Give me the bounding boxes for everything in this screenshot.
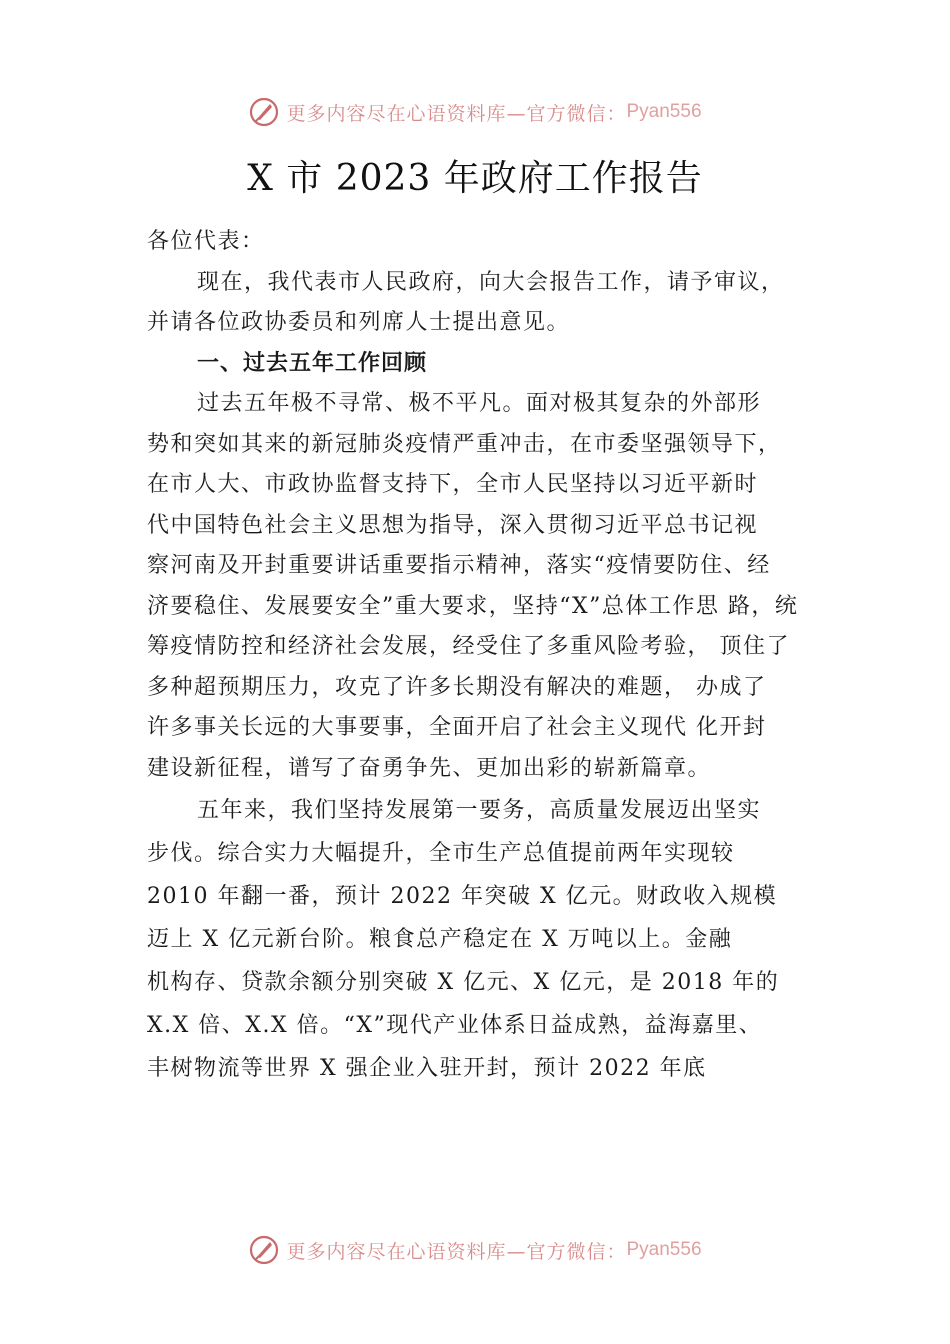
paragraph-line: 2010 年翻一番，预计 2022 年突破 X 亿元。财政收入规模: [147, 884, 778, 909]
paragraph-line: 迈上 X 亿元新台阶。粮食总产稳定在 X 万吨以上。金融: [147, 927, 733, 952]
paragraph-line: 建设新征程，谱写了奋勇争先、更加出彩的崭新篇章。: [147, 755, 712, 781]
watermark-banner-bottom: [0, 1234, 950, 1266]
paragraph-line: 许多事关长远的大事要事，全面开启了社会主义现代 化开封: [147, 715, 767, 740]
watermark-suffix: —官方微信：: [506, 102, 627, 125]
watermark-brand: 更多内容尽在心语资料库: [286, 1240, 507, 1263]
paragraph-line: 丰树物流等世界 X 强企业入驻开封，预计 2022 年底: [147, 1056, 707, 1081]
salutation: 各位代表：: [147, 229, 265, 254]
paragraph-line: 筹疫情防控和经济社会发展，经受住了多重风险考验， 顶住了: [147, 634, 790, 659]
paragraph-line: 现在，我代表市人民政府，向大会报告工作，请予审议，: [197, 269, 785, 295]
paragraph-line: 在市人大、市政协监督支持下，全市人民坚持以习近平新时: [147, 472, 759, 497]
paragraph-line: 五年来，我们坚持发展第一要务，高质量发展迈出坚实: [197, 798, 762, 823]
paragraph-line: 过去五年极不寻常、极不平凡。面对极其复杂的外部形: [197, 391, 762, 416]
quill-logo-icon: [248, 1234, 280, 1266]
paragraph-line: 势和突如其来的新冠肺炎疫情严重冲击，在市委坚强领导下，: [147, 431, 782, 457]
paragraph-line: 察河南及开封重要讲话重要指示精神，落实“疫情要防住、经: [147, 553, 771, 578]
paragraph-line: 多种超预期压力，攻克了许多长期没有解决的难题， 办成了: [147, 674, 767, 700]
watermark-wechat: Pyan556: [626, 1239, 702, 1260]
paragraph-line: X.X 倍、X.X 倍。“X”现代产业体系日益成熟，益海嘉里、: [147, 1013, 763, 1038]
watermark-suffix: —官方微信：: [506, 1240, 627, 1263]
watermark-brand: 更多内容尽在心语资料库: [286, 102, 507, 125]
paragraph-line: 机构存、贷款余额分别突破 X 亿元、X 亿元，是 2018 年的: [147, 970, 780, 995]
section-heading: 一、过去五年工作回顾: [197, 350, 428, 376]
paragraph-line: 并请各位政协委员和列席人士提出意见。: [147, 310, 571, 335]
watermark-wechat: Pyan556: [626, 101, 702, 122]
document-title: X 市 2023 年政府工作报告: [247, 158, 703, 199]
paragraph-line: 步伐。综合实力大幅提升，全市生产总值提前两年实现较: [147, 841, 735, 866]
document-body: [147, 222, 837, 1090]
quill-logo-icon: [248, 96, 280, 128]
paragraph-line: 济要稳住、发展要安全”重大要求，坚持“X”总体工作思 路，统: [147, 593, 799, 619]
watermark-banner-top: [0, 96, 950, 128]
paragraph-line: 代中国特色社会主义思想为指导，深入贯彻习近平总书记视: [147, 512, 759, 538]
